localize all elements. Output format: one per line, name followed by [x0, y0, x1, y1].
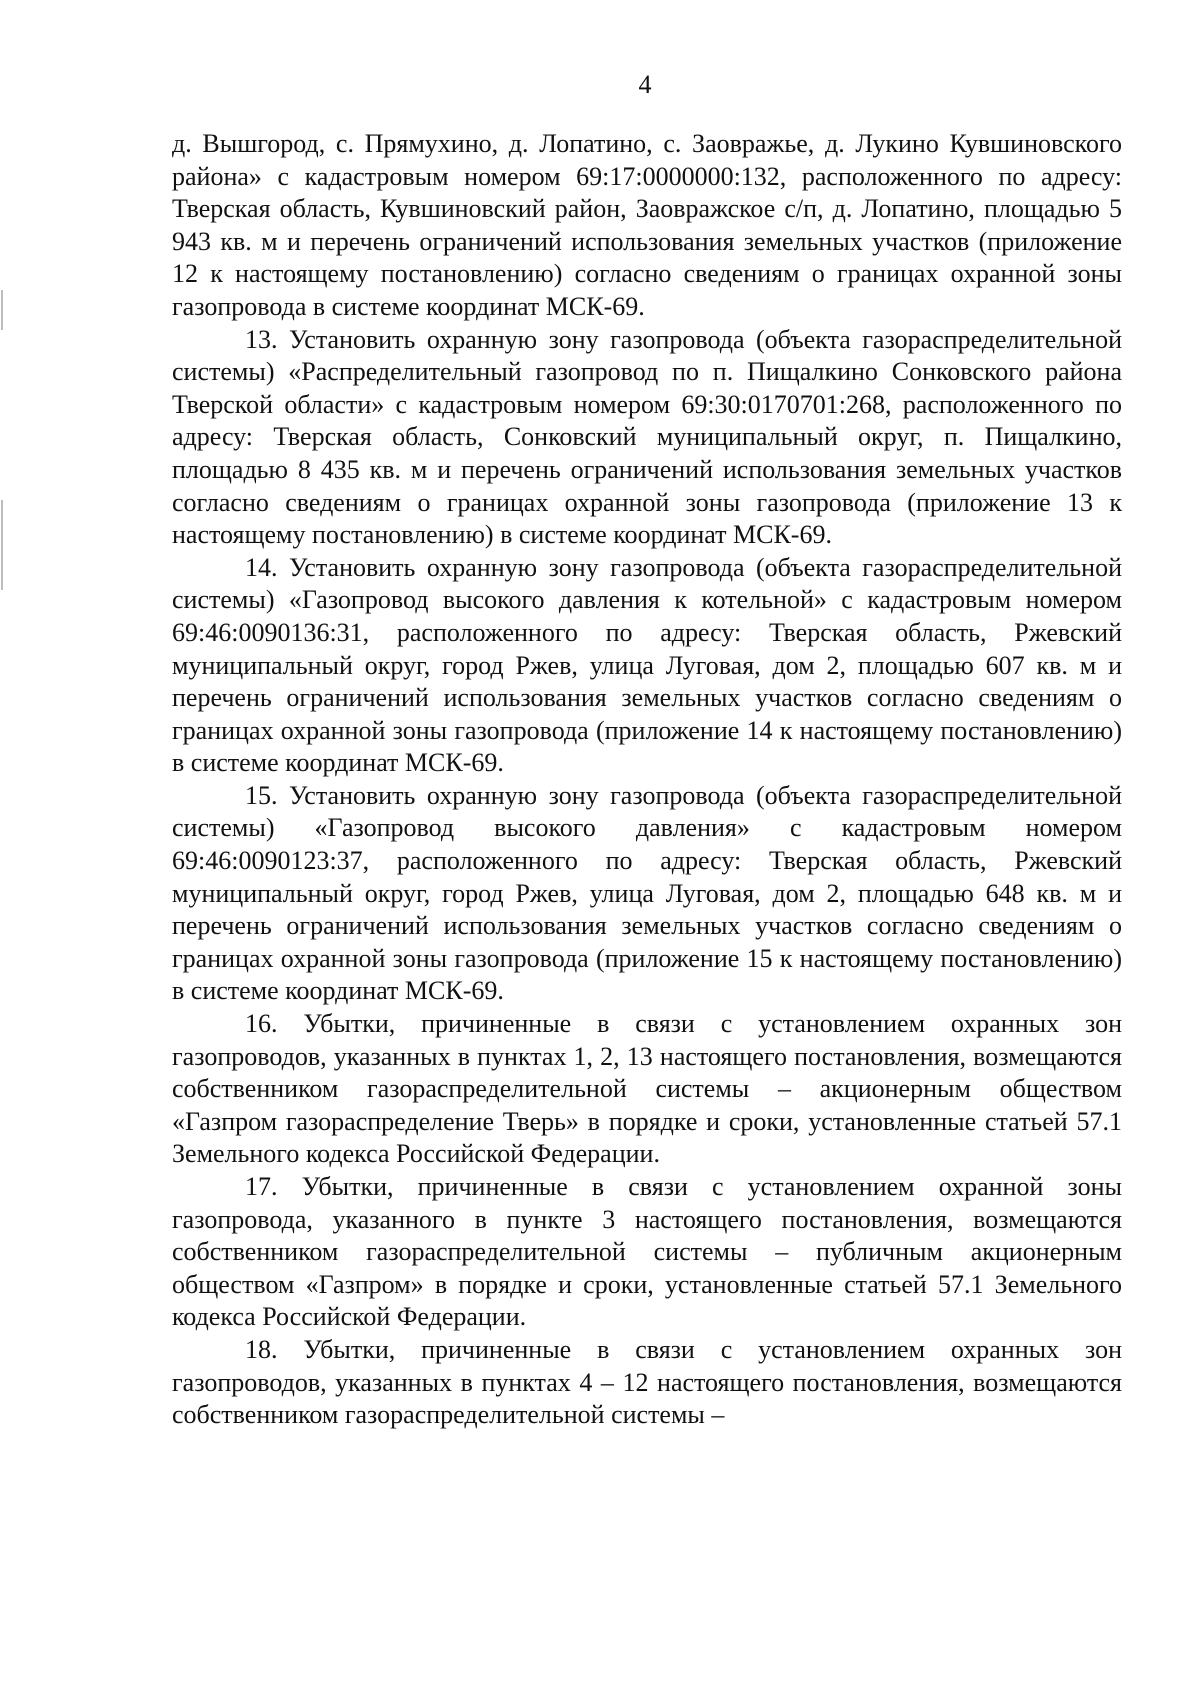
document-body [172, 128, 1122, 1432]
paragraph-continuation: д. Вышгород, с. Прямухино, д. Лопатино, с. Заовражье, д. Лукино Кувшиновского района» с кадастровым номером 69:17:0000000:132, расположенного по адресу: Тверская область, Кувшиновский район, Заовражское с/п, д. Лопатино, площадью 5 943 кв. м и перечень ограничений использования земельных участков (приложение 12 к настоящему постановлению) согласно сведениям о границах охранной зоны газопровода в системе координат МСК-69. [172, 129, 1122, 321]
scan-artifact [1, 500, 3, 590]
paragraph-item-16: 16. Убытки, причиненные в связи с установлением охранных зон газопроводов, указанных в пунктах 1, 2, 13 настоящего постановления, возмещаются собственником газораспределительной системы – акционерным обществом «Газпром газораспределение Тверь» в порядке и сроки, установленные статьей 57.1 Земельного кодекса Российской Федерации. [172, 1009, 1122, 1169]
scan-artifact [1, 290, 3, 330]
paragraph-item-14: 14. Установить охранную зону газопровода (объекта газораспределительной системы) «Газопровод высокого давления к котельной» с кадастровым номером 69:46:0090136:31, расположенного по адресу: Тверская область, Ржевский муниципальный округ, город Ржев, улица Луговая, дом 2, площадью 607 кв. м и перечень ограничений использования земельных участков согласно сведениям о границах охранной зоны газопровода (приложение 14 к настоящему постановлению) в системе координат МСК-69. [172, 552, 1122, 778]
paragraph-item-18: 18. Убытки, причиненные в связи с установлением охранных зон газопроводов, указанных в пунктах 4 – 12 настоящего постановления, возмещаются собственником газораспределительной системы – [172, 1334, 1122, 1430]
paragraph-item-13: 13. Установить охранную зону газопровода (объекта газораспределительной системы) «Распределительный газопровод по п. Пищалкино Сонковского района Тверской области» с кадастровым номером 69:30:0170701:268, расположенного по адресу: Тверская область, Сонковский муниципальный округ, п. Пищалкино, площадью 8 435 кв. м и перечень ограничений использования земельных участков согласно сведениям о границах охранной зоны газопровода (приложение 13 к настоящему постановлению) в системе координат МСК-69. [172, 324, 1122, 550]
page-number: 4 [638, 70, 652, 99]
paragraph-item-15: 15. Установить охранную зону газопровода (объекта газораспределительной системы) «Газопровод высокого давления» с кадастровым номером 69:46:0090123:37, расположенного по адресу: Тверская область, Ржевский муниципальный округ, город Ржев, улица Луговая, дом 2, площадью 648 кв. м и перечень ограничений использования земельных участков согласно сведениям о границах охранной зоны газопровода (приложение 15 к настоящему постановлению) в системе координат МСК-69. [172, 780, 1122, 1006]
paragraph-item-17: 17. Убытки, причиненные в связи с установлением охранной зоны газопровода, указанного в пункте 3 настоящего постановления, возмещаются собственником газораспределительной системы – публичным акционерным обществом «Газпром» в порядке и сроки, установленные статьей 57.1 Земельного кодекса Российской Федерации. [172, 1172, 1122, 1332]
